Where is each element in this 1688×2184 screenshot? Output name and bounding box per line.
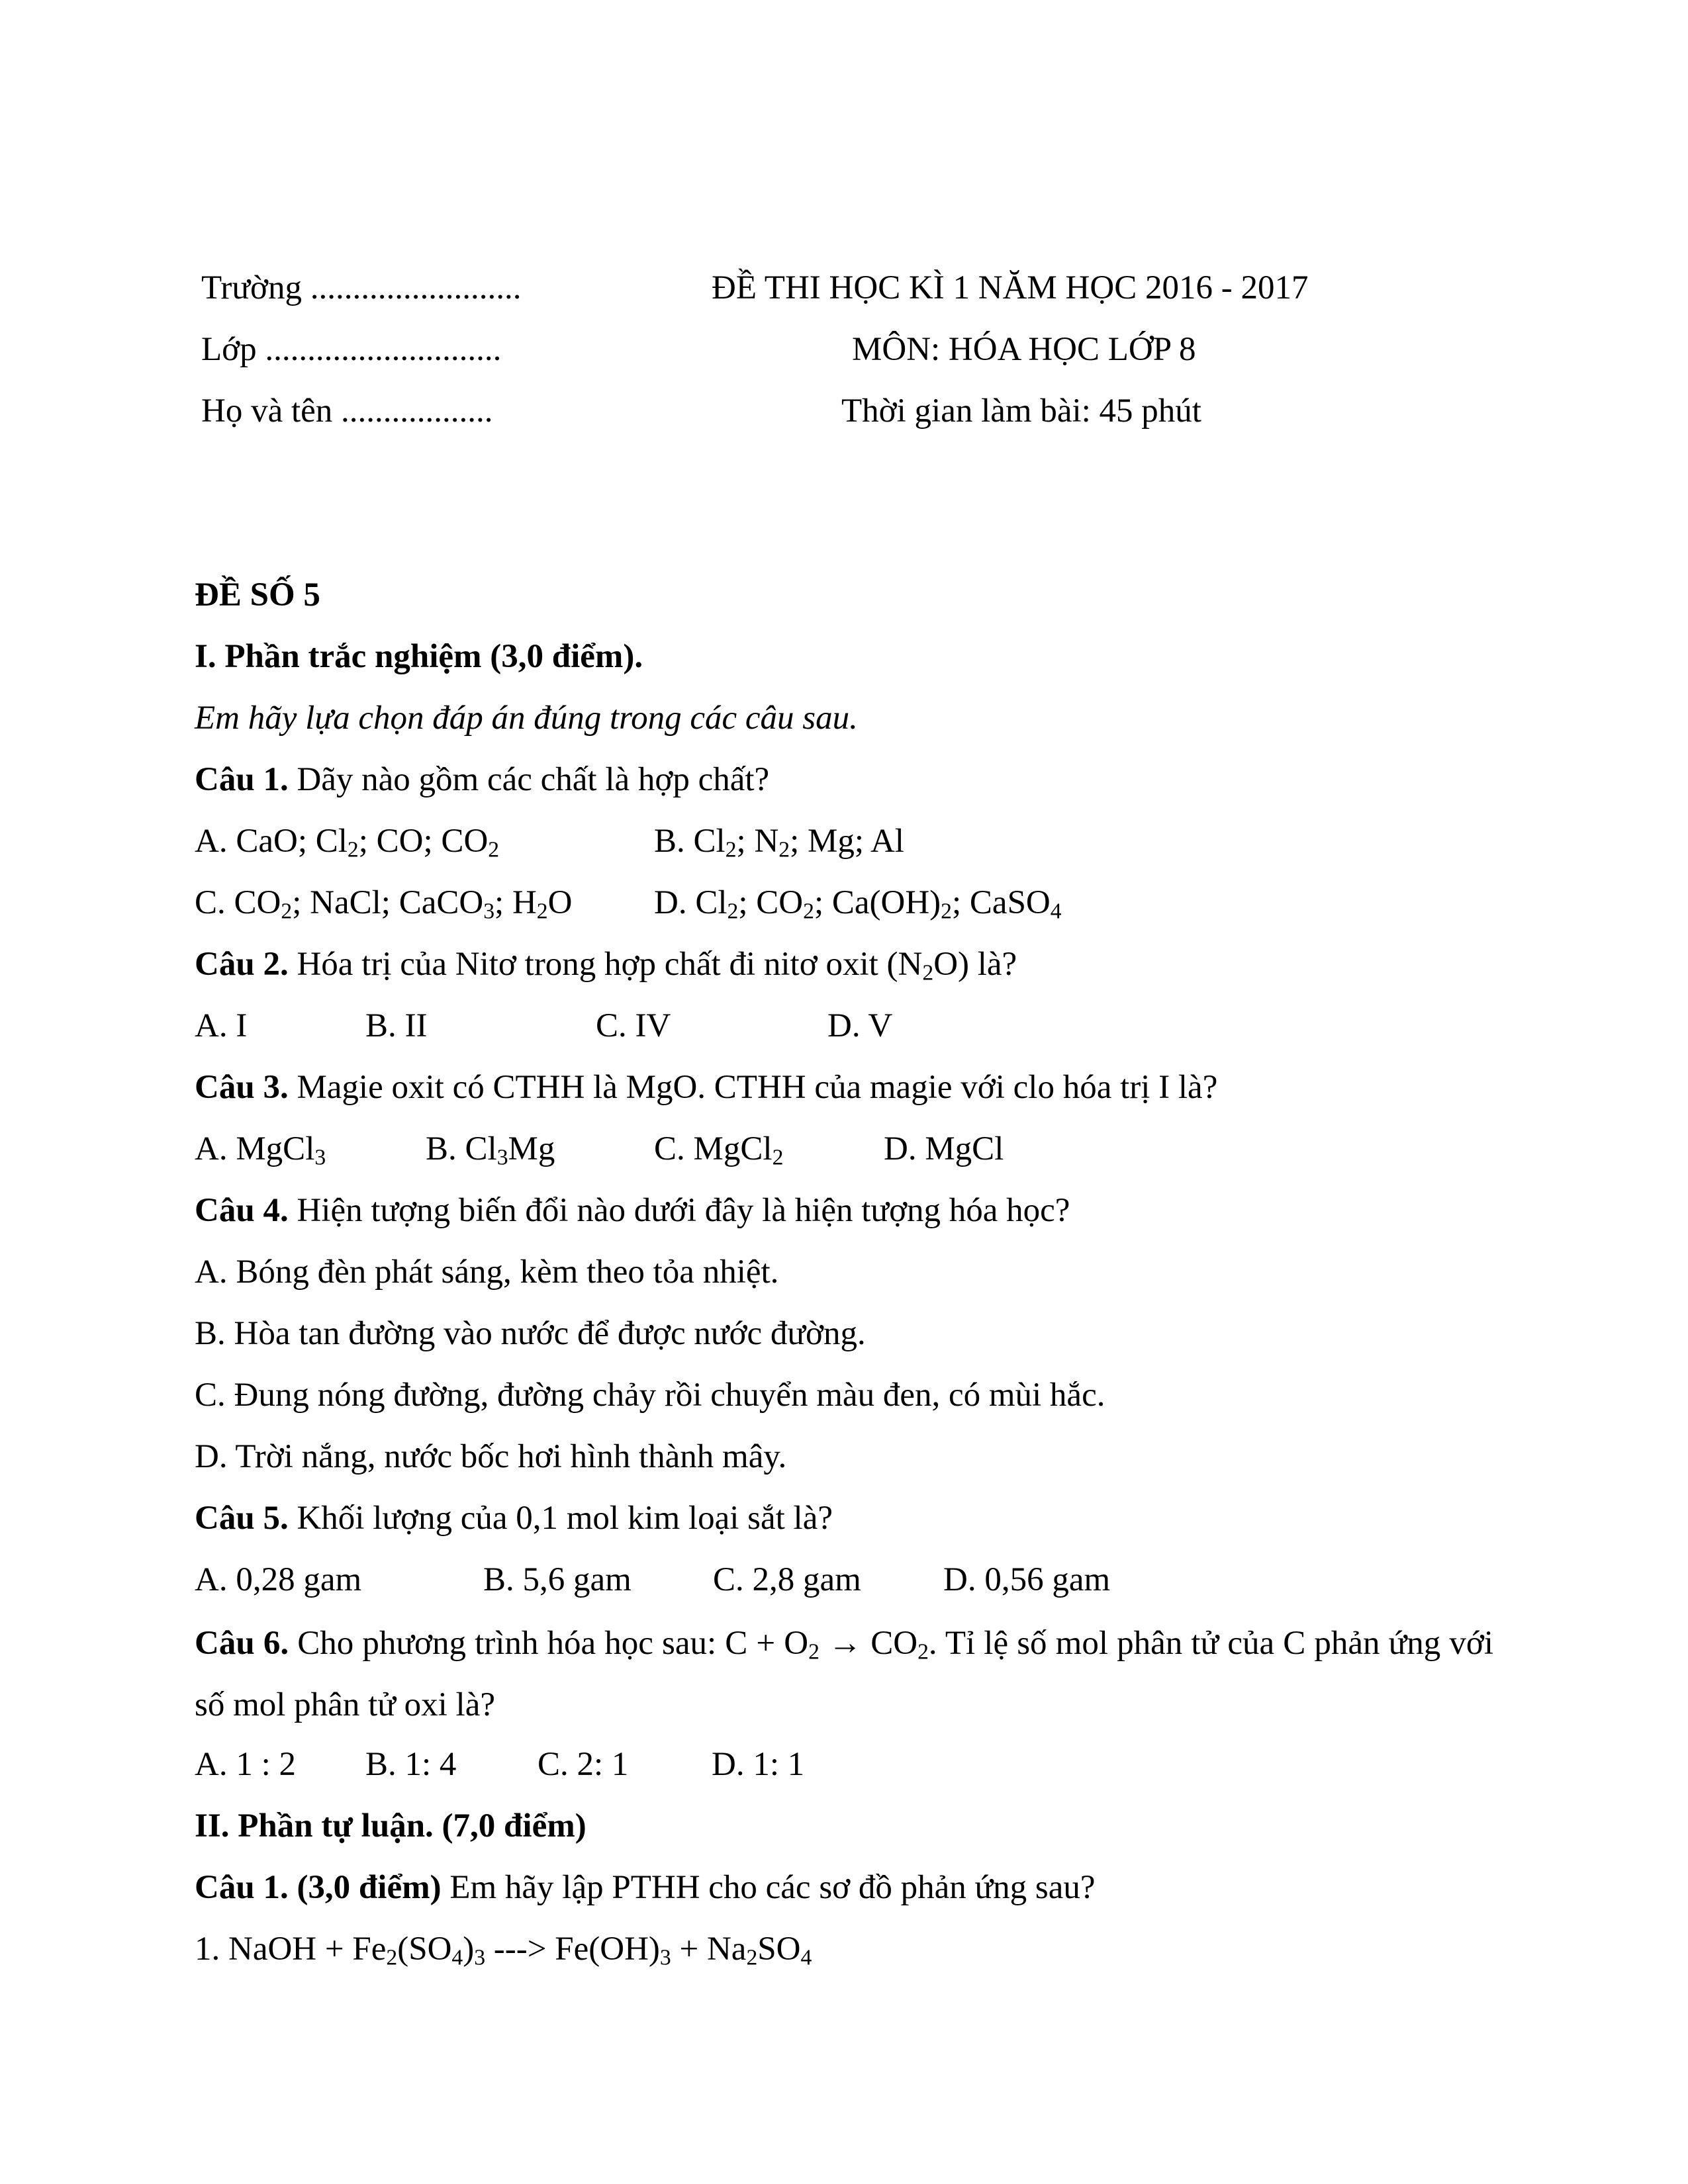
q4-option-a: A. Bóng đèn phát sáng, kèm theo tỏa nhiệt. xyxy=(195,1253,779,1291)
q5-option-a: A. 0,28 gam xyxy=(195,1561,362,1598)
exam-title: ĐỀ THI HỌC KÌ 1 NĂM HỌC 2016 - 2017 xyxy=(712,269,1309,306)
q4-option-c: C. Đung nóng đường, đường chảy rồi chuyển màu đen, có mùi hắc. xyxy=(195,1377,1105,1414)
q4-option-b: B. Hòa tan đường vào nước để được nước đường. xyxy=(195,1315,866,1352)
question-label: Câu 1. (3,0 điểm) xyxy=(195,1869,442,1906)
essay-question-1 xyxy=(195,1871,1096,1905)
question-label: Câu 4. xyxy=(195,1192,289,1229)
question-5 xyxy=(195,1502,833,1535)
essay-item-1: 1. NaOH + $Fe_2(SO_4)_3$ ---> $Fe(OH)_3 + Na_2SO_4$ xyxy=(195,1931,812,1970)
q3-option-c: C. MgCl$_2$ xyxy=(654,1130,784,1170)
part1-heading: I. Phần trắc nghiệm (3,0 điểm). xyxy=(195,638,643,675)
school-field: Trường ......................... xyxy=(201,269,522,306)
question-2 xyxy=(195,946,1017,985)
question-4 xyxy=(195,1194,1070,1228)
question-label: Câu 1. xyxy=(195,761,289,798)
question-6 xyxy=(195,1613,1493,1736)
part1-instruction: Em hãy lựa chọn đáp án đúng trong các câu sau. xyxy=(195,700,858,737)
q6-option-d: D. 1: 1 xyxy=(712,1746,805,1783)
q4-option-d: D. Trời nắng, nước bốc hơi hình thành mây. xyxy=(195,1438,787,1475)
question-text: Hiện tượng biến đổi nào dưới đây là hiện tượng hóa học? xyxy=(288,1192,1070,1229)
exam-number: ĐỀ SỐ 5 xyxy=(195,576,320,614)
q3-option-d: D. MgCl xyxy=(884,1130,1004,1167)
question-text: Khối lượng của 0,1 mol kim loại sắt là? xyxy=(288,1500,833,1537)
exam-duration: Thời gian làm bài: 45 phút xyxy=(841,392,1201,430)
question-text: Cho phương trình hóa học sau: $C + O_2 \to CO_2$. Tỉ lệ số mol phân tử của C phản ứng với số mol phân tử oxi là? xyxy=(195,1625,1494,1723)
q2-option-b: B. II xyxy=(365,1007,428,1044)
q1-option-c: C. $CO_2$; NaCl; CaCO$_3$; $H_2O$ xyxy=(195,884,573,924)
question-text: Hóa trị của Nitơ trong hợp chất đi nitơ oxit $(N_2O)$ là? xyxy=(288,946,1017,985)
question-label: Câu 2. xyxy=(195,946,289,983)
class-field: Lớp ............................ xyxy=(201,331,502,368)
q5-option-b: B. 5,6 gam xyxy=(483,1561,632,1598)
q6-option-b: B. 1: 4 xyxy=(365,1746,457,1783)
q3-option-b: B. $Cl_3Mg$ xyxy=(426,1130,555,1170)
question-label: Câu 6. xyxy=(195,1625,289,1662)
question-1 xyxy=(195,763,769,797)
student-name-field: Họ và tên .................. xyxy=(201,392,493,430)
exam-subject: MÔN: HÓA HỌC LỚP 8 xyxy=(852,331,1196,368)
q1-option-d: D. $Cl_2$; $CO_2$; $Ca(OH)_2$; CaSO$_4$ xyxy=(654,884,1062,924)
question-text: Dãy nào gồm các chất là hợp chất? xyxy=(288,761,770,798)
q6-option-c: C. 2: 1 xyxy=(538,1746,629,1783)
q2-option-d: D. V xyxy=(827,1007,893,1044)
question-label: Câu 5. xyxy=(195,1500,289,1537)
q1-option-a: A. CaO; $Cl_2$; CO; $CO_2$ xyxy=(195,823,500,862)
q3-option-a: A. MgCl$_3$ xyxy=(195,1130,326,1170)
q1-option-b: B. $Cl_2$; $N_2$; Mg; Al xyxy=(654,823,904,862)
question-label: Câu 3. xyxy=(195,1069,289,1106)
q2-option-a: A. I xyxy=(195,1007,248,1044)
q6-option-a: A. 1 : 2 xyxy=(195,1746,296,1783)
question-3 xyxy=(195,1071,1217,1105)
q5-option-d: D. 0,56 gam xyxy=(943,1561,1111,1598)
q5-option-c: C. 2,8 gam xyxy=(713,1561,861,1598)
part2-heading: II. Phần tự luận. (7,0 điểm) xyxy=(195,1807,586,1844)
q2-option-c: C. IV xyxy=(596,1007,671,1044)
question-text: Em hãy lập PTHH cho các sơ đồ phản ứng sau? xyxy=(441,1869,1096,1906)
question-text: Magie oxit có CTHH là MgO. CTHH của magie với clo hóa trị I là? xyxy=(288,1069,1218,1106)
